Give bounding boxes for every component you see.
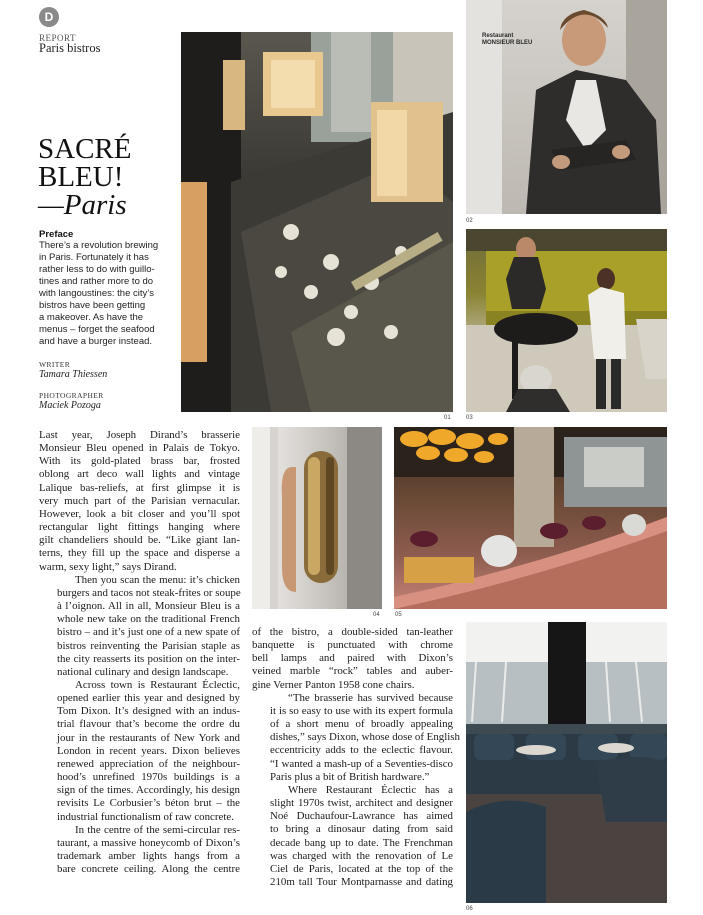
text-line: bistros reinventing the Parisian staple as [57, 639, 240, 652]
photo-05-illustration [394, 427, 667, 609]
text-line: veined marble “rock” tables and auber- [252, 665, 453, 678]
text-line: Tom Dixon. It’s designed with an indus- [57, 705, 240, 718]
text-line: decade bang up to date. The Frenchman [270, 836, 453, 849]
paragraph [252, 784, 453, 889]
text-line: was charged with the renovation of Le [270, 849, 453, 862]
text-line: jour in the restaurants of New York and [57, 731, 240, 744]
text-line: Then you scan the menu: it’s chicken [75, 573, 240, 586]
text-line: Across town is Restaurant Éclectic, [75, 678, 240, 691]
preface-label: Preface [39, 229, 74, 240]
text-line: With its gold-plated brass bar, frosted [39, 455, 240, 468]
sign-text-line-2: MONSIEUR BLEU [482, 40, 533, 46]
photographer-label: PHOTOGRAPHER [39, 391, 104, 400]
photographer-name: Maciek Pozoga [39, 400, 101, 411]
text-line: Last year, Joseph Dirand’s brasserie [39, 429, 240, 441]
text-line: eccentricity adds to the eclectic flavour. [270, 744, 453, 757]
writer-name: Tamara Thiessen [39, 369, 108, 380]
photo-sky-restaurant [466, 622, 667, 903]
text-line: industrial functionalism of raw concrete. [57, 810, 234, 823]
text-line: of a short menu of broadly appealing [270, 718, 453, 731]
text-line: burgers and tacos not steak-frites or soupe [57, 586, 241, 599]
text-line: whole new take on the traditional French [57, 613, 240, 626]
text-line: of the bistro, a double-sided tan-leather [252, 626, 453, 638]
headline-line-1: SACRÉ [38, 133, 132, 165]
photo-amber-lights-banquette [394, 427, 667, 609]
text-line: Noé Duchaufour-Lawrance has aimed [270, 810, 453, 823]
photo-caption-number: 05 [395, 612, 402, 618]
photo-06-illustration [466, 622, 667, 903]
paragraph [39, 429, 240, 574]
preface-line: There’s a revolution brewing [39, 240, 159, 251]
headline-line-2: BLEU! [38, 161, 124, 193]
text-line: gilt chandeliers should be. “Like giant lan- [39, 534, 240, 547]
text-line: Where Restaurant Éclectic has a [288, 783, 453, 796]
text-line: to bring a dinosaur dating from said [270, 823, 453, 836]
text-line: warm, sexy light,” says Dirand. [39, 560, 177, 573]
text-line: slight 1970s twist, architect and designer [270, 797, 453, 810]
text-line: banquette is punctuated with chrome [252, 639, 453, 652]
preface-line: with langoustines: the city’s [39, 288, 154, 299]
paragraph [252, 626, 453, 692]
text-line: gine Verner Panton 1958 cone chairs. [252, 678, 415, 691]
photo-03-illustration [466, 229, 667, 412]
photo-door-handle [252, 427, 382, 609]
text-line: In the centre of the semi-circular res- [75, 823, 240, 836]
text-line: oblong art deco wall lights and vintage [39, 468, 240, 481]
section-title: Paris bistros [39, 41, 101, 55]
preface-line: tines and rather more to do [39, 276, 154, 287]
section-label: REPORT [39, 33, 76, 43]
paragraph [39, 679, 240, 824]
text-line: terns, they fill up the space and disperse a [39, 547, 240, 560]
text-line: “The brasserie has survived because [288, 691, 453, 704]
text-line: Ciel de Paris, located at the top of the [270, 862, 453, 875]
text-line: trial flavour that’s become the ordre du [57, 718, 240, 731]
text-line: it is so easy to use with its expert formula [270, 704, 453, 717]
headline-line-3: —Paris [38, 189, 127, 221]
photo-caption-number: 01 [444, 415, 451, 421]
text-line: bare concrete ceiling. Along the centre [57, 863, 240, 876]
preface-line: and have a burger instead. [39, 336, 153, 347]
section-badge: D [39, 7, 59, 27]
text-line: opened earlier this year and designed by [57, 692, 240, 705]
preface-line: in Paris. Fortunately it has [39, 252, 149, 263]
text-line: bistro – and it’s just one of a new spate of [57, 626, 240, 639]
photo-caption-number: 06 [466, 906, 473, 912]
text-line: national culinary and design landscape. [57, 665, 229, 678]
preface-line: a makeover. As have the [39, 312, 144, 323]
text-line: dishes,” says Dixon, whose dose of English [270, 731, 460, 744]
text-line: the city reasserts its position on the inter- [57, 652, 240, 665]
body-column-2 [252, 626, 460, 889]
text-line: “I wanted a mash-up of a Seventies-disco [270, 757, 453, 770]
preface-line: bistros have been getting [39, 300, 146, 311]
photo-caption-number: 03 [466, 415, 473, 421]
text-line: Monsieur Bleu opened in Palais de Tokyo. [39, 442, 240, 455]
text-line: Lalique bas-reliefs, at first glimpse it is [39, 481, 240, 494]
photo-caption-number: 04 [373, 612, 380, 618]
text-line: Paris plus a bit of British hardware.” [270, 770, 430, 783]
photo-caption-number: 02 [466, 218, 473, 224]
text-line: very much part of the Parisian vernacular. [39, 494, 240, 507]
text-line: taurant, a massive honeycomb of Dixon’s [57, 836, 240, 849]
text-line: à l’oignon. All in all, Monsieur Bleu is a [57, 600, 240, 613]
preface-line: rather less to do with guillo- [39, 264, 155, 275]
preface-text [39, 240, 175, 348]
text-line: revisits Le Corbusier’s béton brut – the [57, 797, 240, 810]
text-line: rectangular light fittings hanging where [39, 521, 240, 534]
paragraph [39, 824, 240, 877]
photo-portrait [466, 0, 667, 214]
paragraph [252, 691, 460, 784]
text-line: trademark amber lights hangs from a [57, 850, 240, 862]
text-line: bell lamps and paired with Dixon’s [252, 652, 453, 665]
text-line: However, look a bit closer and you’ll spot [39, 507, 240, 520]
body-column-1 [39, 429, 240, 876]
text-line: London in recent years. Dixon believes [57, 744, 240, 757]
text-line: hood’s unrefined 1970s buildings is a [57, 771, 240, 784]
text-line: 210m tall Tour Montparnasse and dating [270, 875, 453, 888]
paragraph [39, 574, 240, 679]
preface-line: menus – forget the seafood [39, 324, 155, 335]
headline [38, 135, 131, 219]
photo-diners [466, 229, 667, 412]
sign-text-line-1: Restaurant [482, 33, 514, 39]
photo-04-illustration [252, 427, 382, 609]
photo-restaurant-overhead [181, 32, 453, 412]
text-line: renewed appreciation of the neighbour- [57, 757, 240, 770]
photo-01-illustration [181, 32, 453, 412]
text-line: sign of the times. Accordingly, his design [57, 784, 240, 797]
writer-label: WRITER [39, 360, 71, 369]
